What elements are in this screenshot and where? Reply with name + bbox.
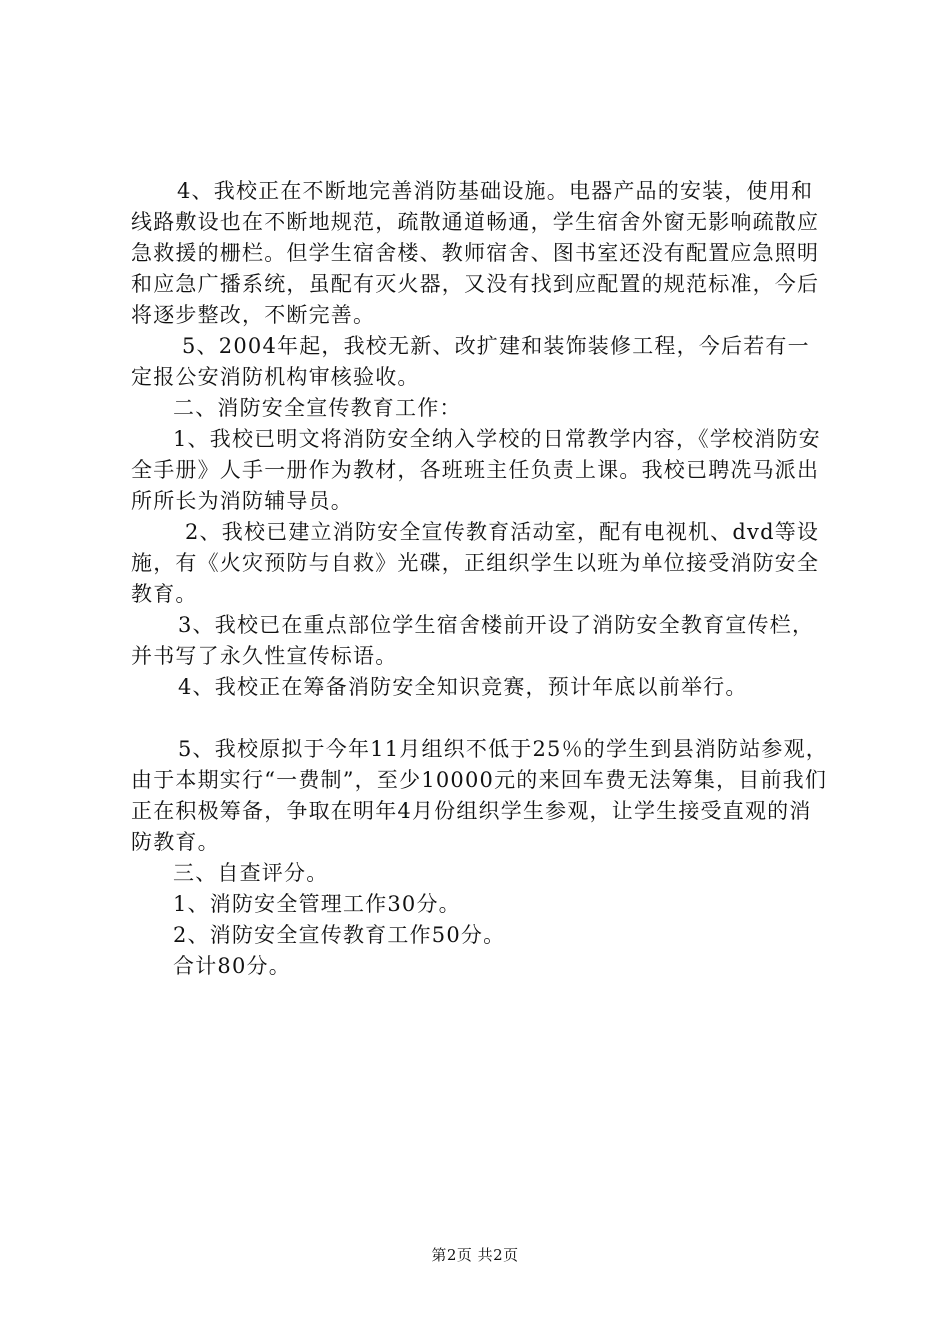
paragraph-activity-room: 2、我校已建立消防安全宣传教育活动室，配有电视机、dvd等设施，有《火灾预防与自救》光碟，正组织学生以班为单位接受消防安全教育。 bbox=[131, 520, 820, 606]
paragraph-bulletin-board: 3、我校已在重点部位学生宿舍楼前开设了消防安全教育宣传栏，并书写了永久性宣传标语。 bbox=[131, 613, 815, 668]
paragraph-field-trip: 5、我校原拟于今年11月组织不低于25％的学生到县消防站参观，由于本期实行“一费制”，至少10000元的来回车费无法筹集，目前我们正在积极筹备，争取在明年4月份组织学生参观，让学生接受直观的消防教育。 bbox=[131, 737, 829, 854]
paragraph-construction: 5、2004年起，我校无新、改扩建和装饰装修工程，今后若有一定报公安消防机构审核验收。 bbox=[131, 334, 810, 389]
section-heading-self-evaluation: 三、自查评分。 bbox=[173, 861, 329, 885]
score-management: 1、消防安全管理工作30分。 bbox=[173, 892, 461, 916]
paragraph-contest: 4、我校正在筹备消防安全知识竞赛，预计年底以前举行。 bbox=[178, 675, 748, 699]
score-total: 合计80分。 bbox=[173, 954, 291, 978]
page-number-footer: 第2页 共2页 bbox=[431, 1246, 519, 1264]
paragraph-spacer bbox=[131, 703, 831, 734]
document-body bbox=[131, 176, 831, 982]
paragraph-curriculum: 1、我校已明文将消防安全纳入学校的日常教学内容，《学校消防安全手册》人手一册作为教材，各班班主任负责上课。我校已聘冼马派出所所长为消防辅导员。 bbox=[131, 427, 821, 513]
paragraph-facilities: 4、我校正在不断地完善消防基础设施。电器产品的安装，使用和线路敷设也在不断地规范，疏散通道畅通，学生宿舍外窗无影响疏散应急救援的栅栏。但学生宿舍楼、教师宿舍、图书室还没有配置应急照明和应急广播系统，虽配有灭火器，又没有找到应配置的规范标准，今后将逐步整改，不断完善。 bbox=[131, 179, 820, 327]
score-education: 2、消防安全宣传教育工作50分。 bbox=[173, 923, 506, 947]
section-heading-education: 二、消防安全宣传教育工作： bbox=[173, 396, 462, 420]
